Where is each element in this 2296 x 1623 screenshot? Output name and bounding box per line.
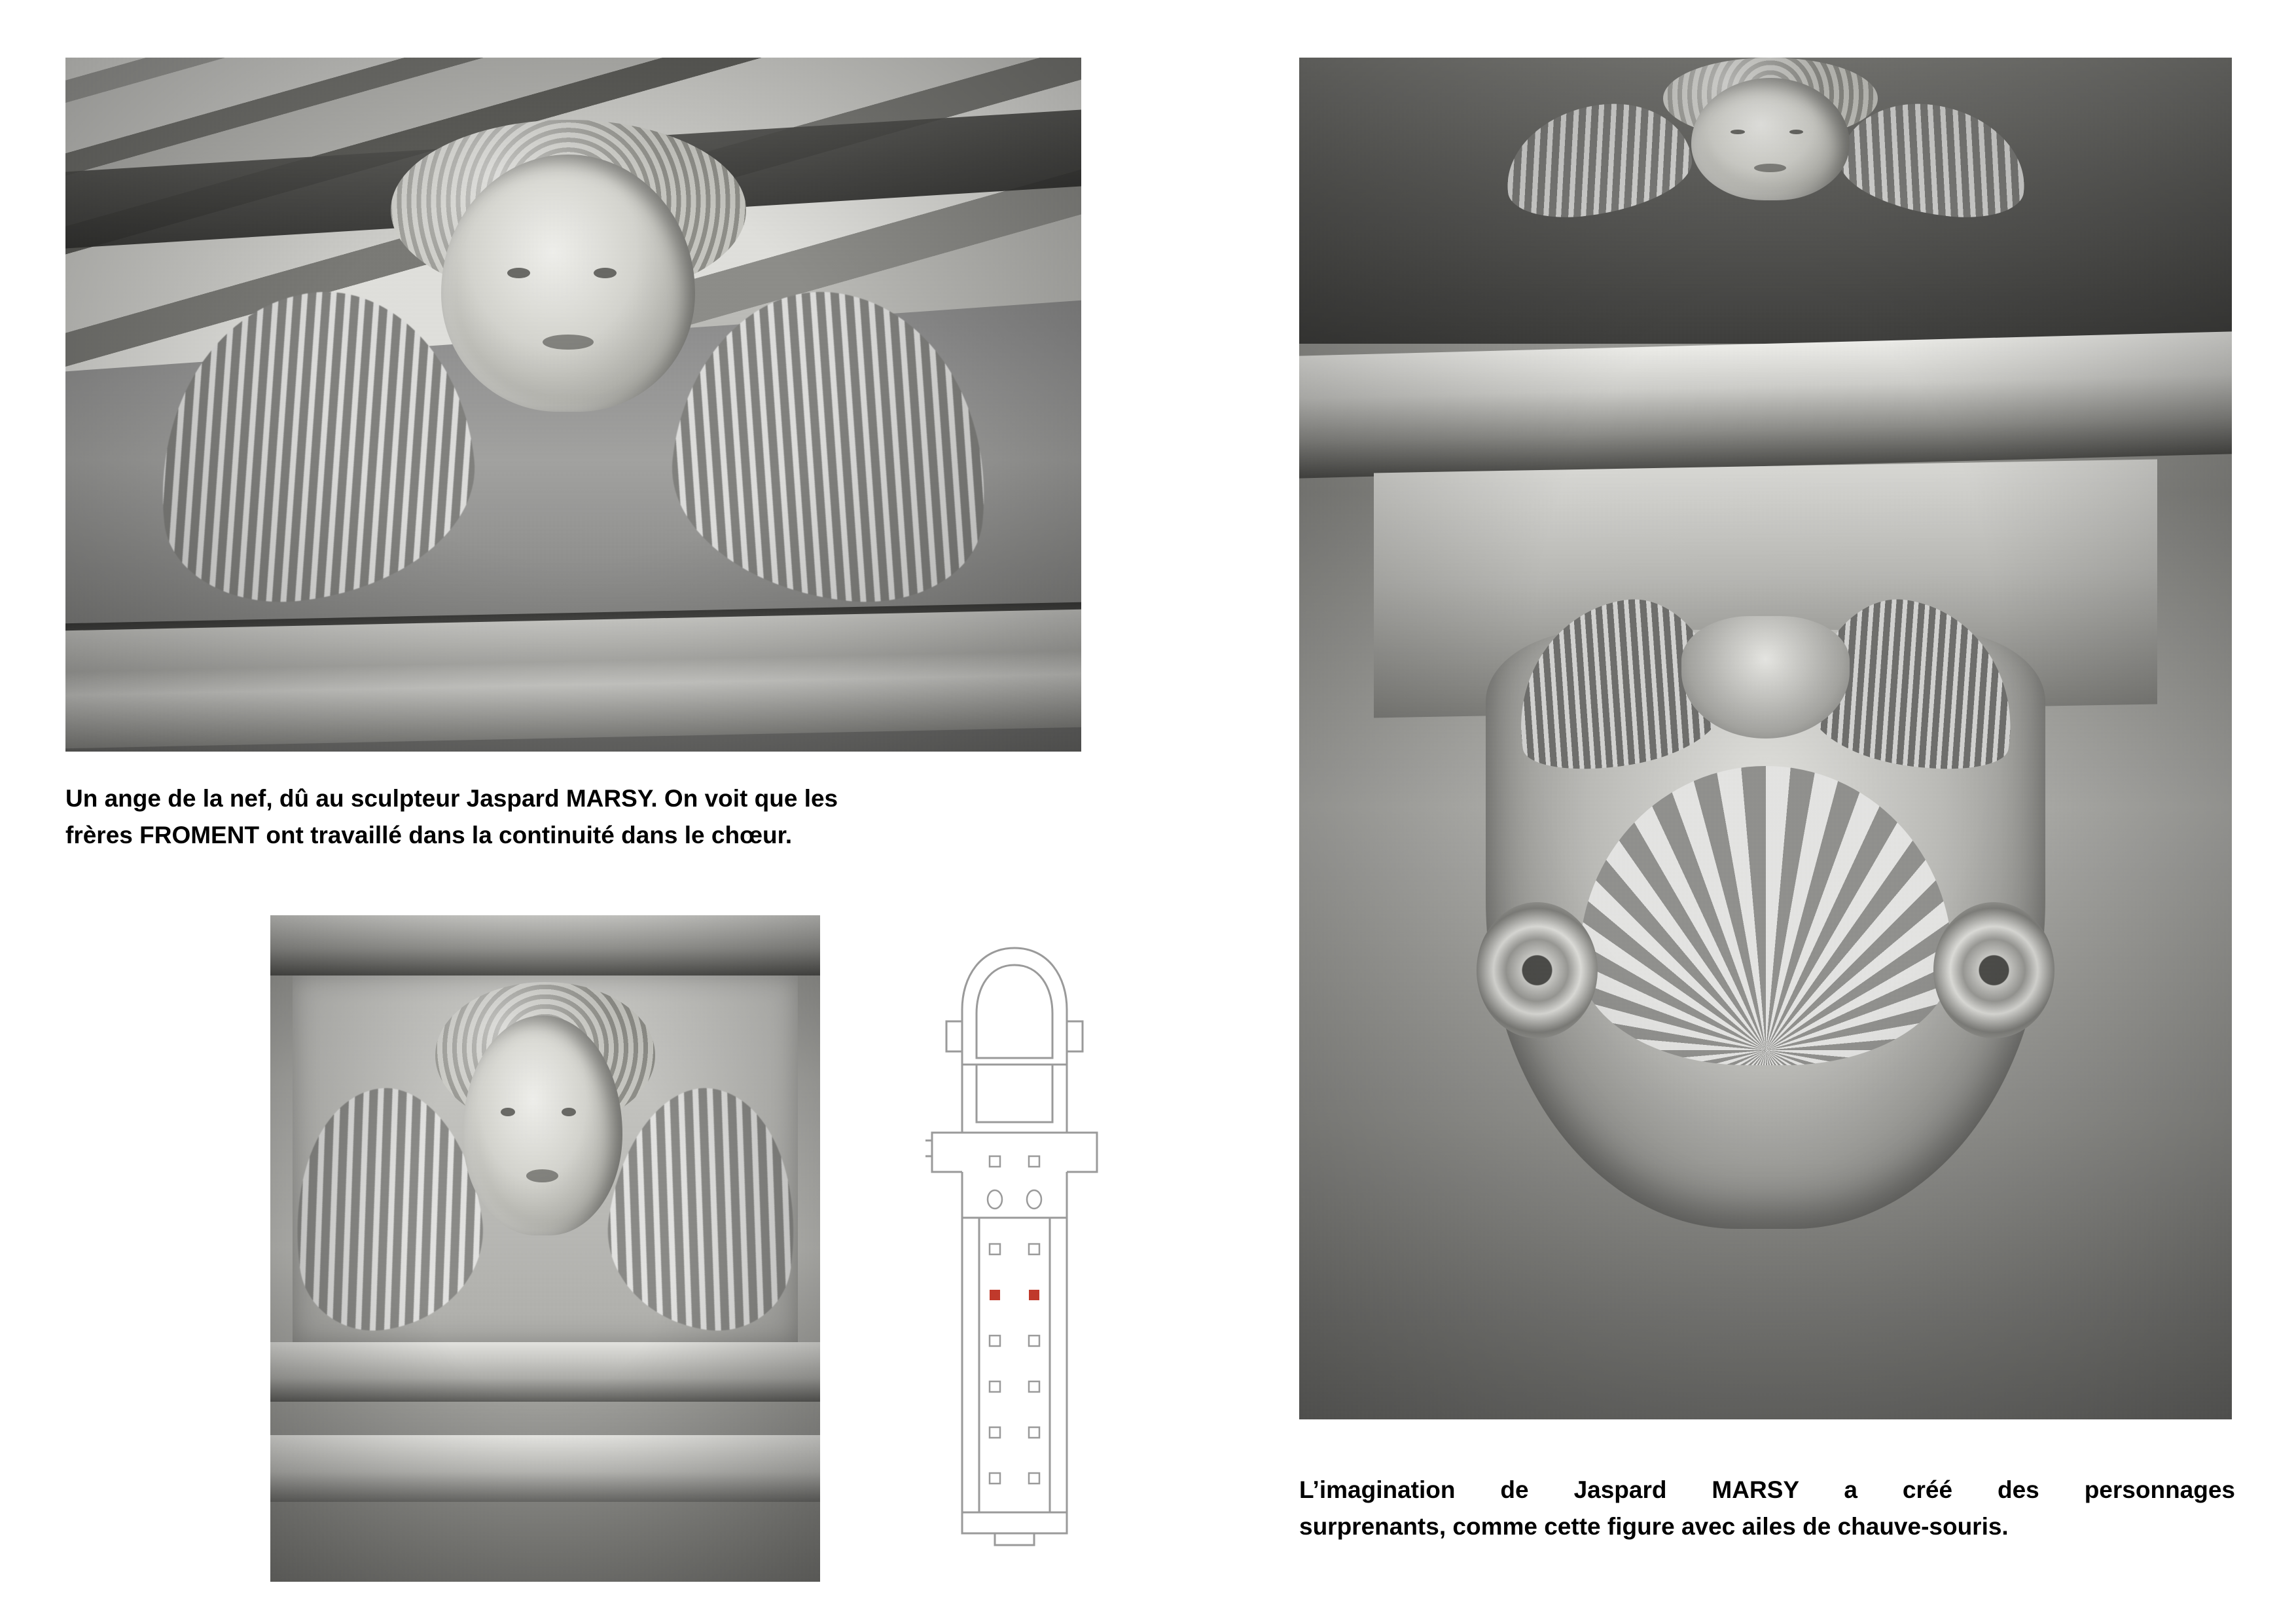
cherub-eye-left	[507, 268, 530, 278]
upper-moulding	[270, 915, 820, 976]
volute-scroll-left	[1477, 902, 1598, 1038]
lower-moulding-lower	[270, 1435, 820, 1502]
photo-bat-winged-figure	[1299, 58, 2232, 1419]
caption-bat-figure-line2: surprenants, comme cette figure avec ailes de chauve-souris.	[1299, 1513, 2009, 1541]
upper-cherub-mouth	[1754, 164, 1785, 172]
main-cornice	[1299, 331, 2232, 479]
cherub-mouth	[543, 335, 594, 350]
caption-bat-figure-line1: L’imagination de Jaspard MARSY a créé des personnages	[1299, 1476, 2235, 1503]
cherub-eye-right	[562, 1108, 576, 1116]
plan-marker-left	[990, 1290, 1000, 1300]
caption-bat-figure	[1299, 1472, 2235, 1545]
church-floor-plan	[916, 936, 1113, 1558]
plan-marker-right	[1029, 1290, 1039, 1300]
upper-cherub-eye-left	[1731, 130, 1745, 134]
cherub-eye-left	[501, 1108, 515, 1116]
angel-wing-right	[660, 278, 1005, 615]
upper-cherub-eye-right	[1789, 130, 1804, 134]
lower-moulding-upper	[270, 1342, 820, 1402]
upper-cherub-head	[1691, 78, 1850, 200]
photo-angel-nave	[65, 58, 1081, 752]
caption-angel-nave-line2: frères FROMENT ont travaillé dans la continuité dans le chœur.	[65, 822, 793, 849]
cherub-eye-right	[594, 268, 617, 278]
cherub-mouth	[526, 1169, 558, 1182]
caption-angel-nave-line1: Un ange de la nef, dû au sculpteur Jaspard MARSY. On voit que les	[65, 785, 838, 812]
photo-angel-choir	[270, 915, 820, 1582]
volute-scroll-right	[1933, 902, 2054, 1038]
caption-angel-nave	[65, 780, 1093, 854]
lower-ledge	[65, 609, 1081, 749]
